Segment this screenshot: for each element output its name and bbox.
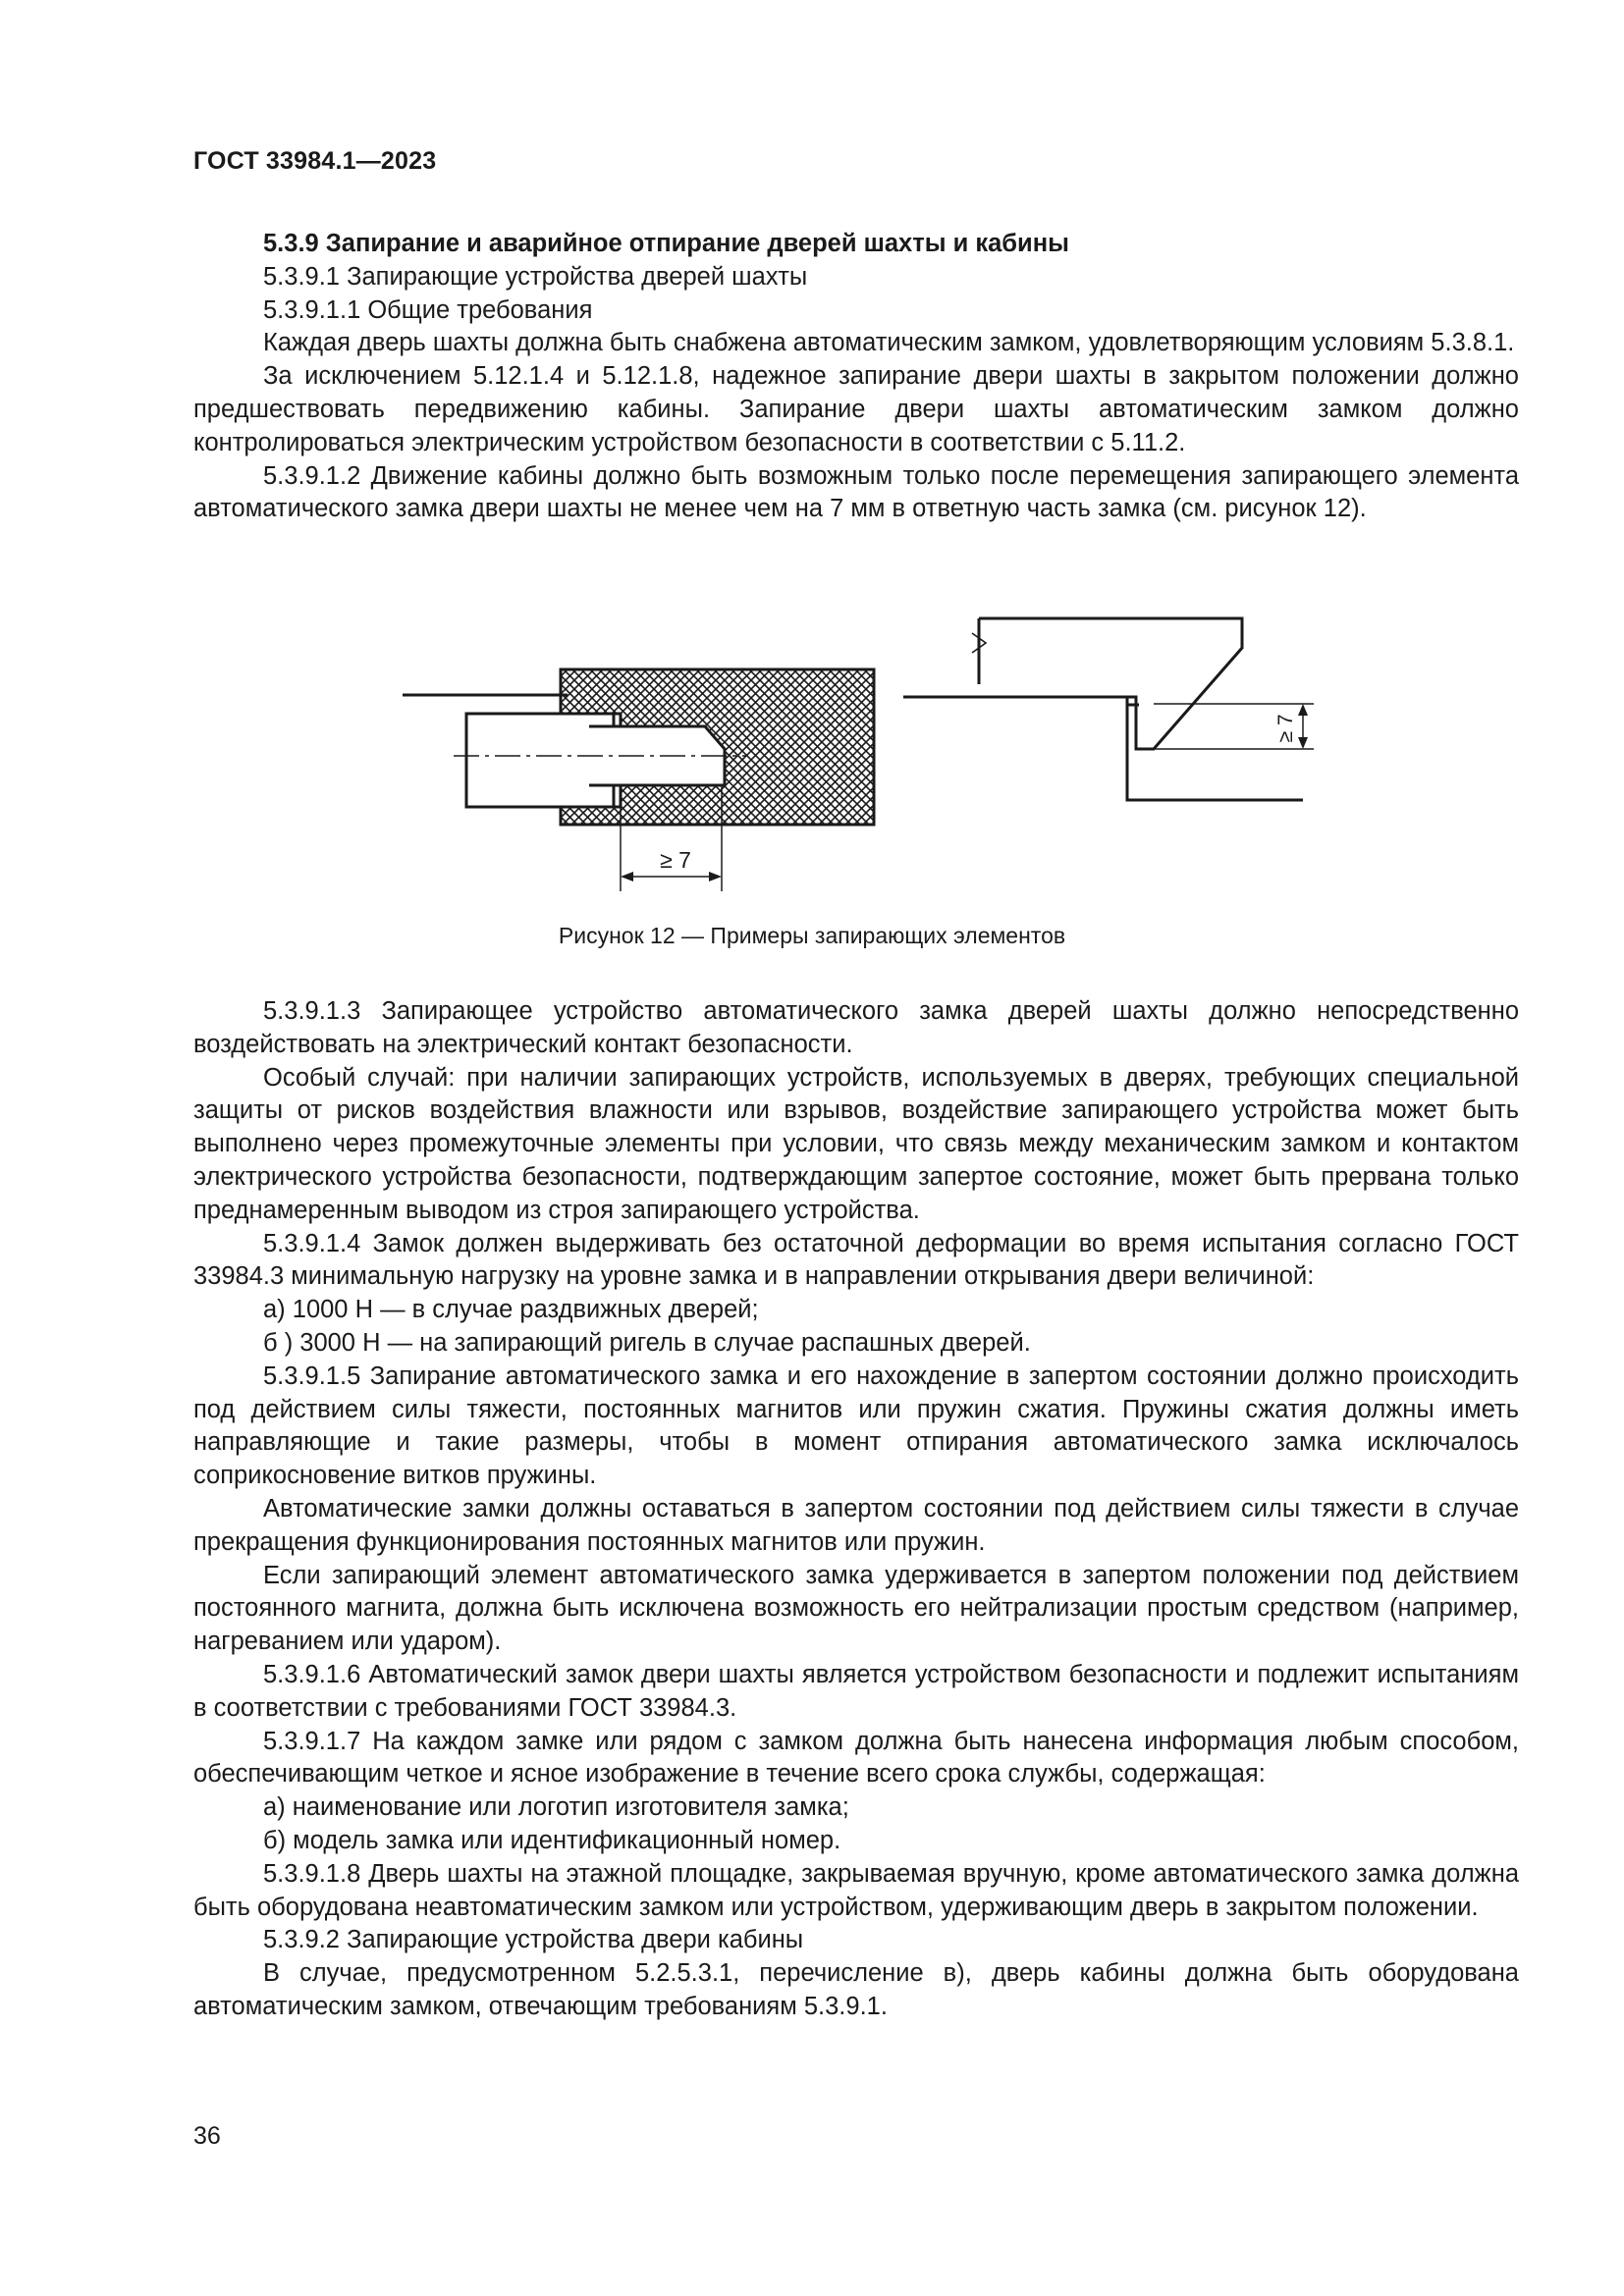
paragraph: Автоматические замки должны оставаться в запертом состоянии под действием силы тяжести в случае прекращения функционирования постоянных магнитов или пружин. <box>193 1494 1519 1556</box>
paragraph: 5.3.9.1.7 На каждом замке или рядом с замком должна быть нанесена информация любым способом, обеспечивающим четкое и ясное изображение в течение всего срока службы, содержащая: <box>193 1727 1519 1789</box>
paragraph: Каждая дверь шахты должна быть снабжена автоматическим замком, удовлетворяющим условиям 5.3.8.1. <box>263 329 1515 357</box>
paragraph: 5.3.9.1.5 Запирание автоматического замка и его нахождение в запертом состоянии должно происходить под действием силы тяжести, постоянных магнитов или пружин сжатия. Пружины сжатия должны иметь направляющие и такие размеры, чтобы в момент отпирания автоматического замка исключалось соприкосновение витков пружины. <box>193 1362 1519 1490</box>
paragraph: За исключением 5.12.1.4 и 5.12.1.8, надежное запирание двери шахты в закрытом положении должно предшествовать передвижению кабины. Запирание двери шахты автоматическим замком должно контролироваться электрическим устройством безопасности в соответствии с 5.11.2. <box>193 362 1519 456</box>
list-item: а) 1000 Н — в случае раздвижных дверей; <box>263 1296 759 1324</box>
paragraph: Если запирающий элемент автоматического замка удерживается в запертом положении под действием постоянного магнита, должна быть исключена возможность его нейтрализации простым средством (например, нагреванием или ударом). <box>193 1561 1519 1656</box>
page-number: 36 <box>193 2122 221 2150</box>
paragraph: 5.3.9.1.4 Замок должен выдерживать без остаточной деформации во время испытания согласно ГОСТ 33984.3 минимальную нагрузку на уровне замка и в направлении открывания двери величиной: <box>193 1229 1519 1291</box>
figure-12 <box>0 589 1624 903</box>
left-lock-example <box>403 669 874 891</box>
paragraph: Особый случай: при наличии запирающих устройств, используемых в дверях, требующих специальной защиты от рисков воздействия влажности или взрывов, воздействие запирающего устройства может быть выполнено через промежуточные элементы при условии, что связь между механическим замком и контактом электрического устройства безопасности, подтверждающим запертое состояние, может быть прервана только преднамеренным выводом из строя запирающего устройства. <box>193 1063 1519 1224</box>
paragraph: 5.3.9.1.8 Дверь шахты на этажной площадке, закрываемая вручную, кроме автоматического замка должна быть оборудована неавтоматическим замком или устройством, удерживающим дверь в закрытом положении. <box>193 1859 1519 1921</box>
right-lock-example <box>903 618 1314 800</box>
subsection-heading: 5.3.9.2 Запирающие устройства двери кабины <box>263 1926 804 1954</box>
text-block-top <box>193 228 1519 526</box>
paragraph: 5.3.9.1 Запирающие устройства дверей шахты <box>263 262 808 291</box>
list-item: а) наименование или логотип изготовителя замка; <box>263 1793 849 1822</box>
list-item: б ) 3000 Н — на запирающий ригель в случае распашных дверей. <box>263 1328 1031 1357</box>
paragraph: 5.3.9.1.1 Общие требования <box>263 295 593 324</box>
document-header: ГОСТ 33984.1—2023 <box>193 147 437 175</box>
list-item: б) модель замка или идентификационный номер. <box>263 1826 841 1854</box>
right-dimension-label: ≥ 7 <box>1274 714 1297 743</box>
text-block-bottom <box>193 995 1519 2024</box>
paragraph: 5.3.9.1.3 Запирающее устройство автоматического замка дверей шахты должно непосредственно воздействовать на электрический контакт безопасности. <box>193 997 1519 1058</box>
paragraph: 5.3.9.1.2 Движение кабины должно быть возможным только после перемещения запирающего элемента автоматического замка двери шахты не менее чем на 7 мм в ответную часть замка (см. рисунок 12). <box>193 461 1519 523</box>
left-dimension-label: ≥ 7 <box>660 847 691 873</box>
paragraph: В случае, предусмотренном 5.2.5.3.1, перечисление в), дверь кабины должна быть оборудована автоматическим замком, отвечающим требованиям 5.3.9.1. <box>193 1959 1519 2020</box>
figure-caption: Рисунок 12 — Примеры запирающих элементов <box>558 923 1066 948</box>
section-heading: 5.3.9 Запирание и аварийное отпирание дверей шахты и кабины <box>263 230 1069 257</box>
locking-elements-diagram <box>0 589 1624 903</box>
paragraph: 5.3.9.1.6 Автоматический замок двери шахты является устройством безопасности и подлежит испытаниям в соответствии с требованиями ГОСТ 33984.3. <box>193 1660 1519 1722</box>
